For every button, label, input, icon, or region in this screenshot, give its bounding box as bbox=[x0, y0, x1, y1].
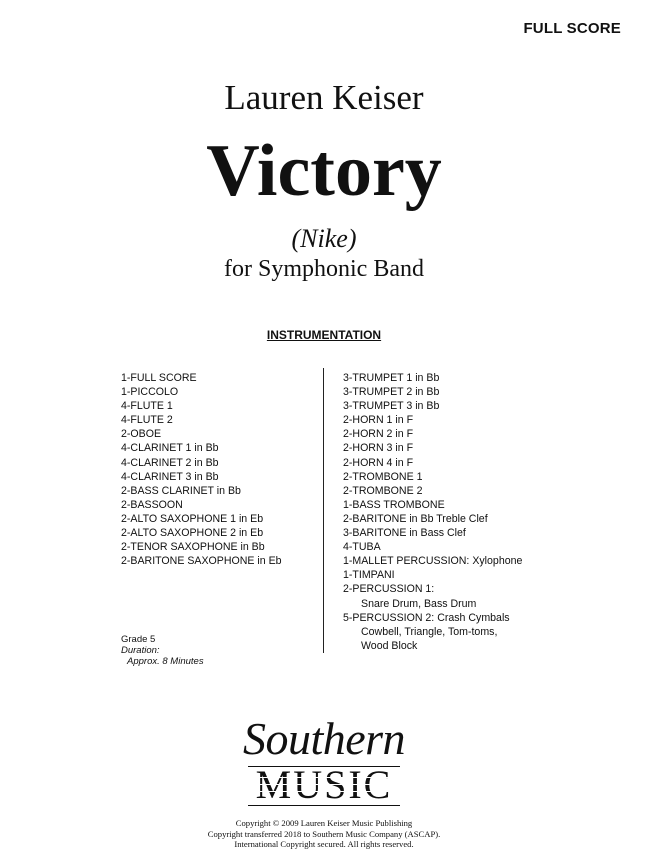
instrument-item: 2-BASSOON bbox=[121, 498, 183, 511]
instrument-item: 5-PERCUSSION 2: Crash Cymbals bbox=[343, 611, 510, 624]
duration-value: Approx. 8 Minutes bbox=[127, 656, 204, 667]
copyright-notice bbox=[0, 818, 648, 850]
instrument-item: 2-BASS CLARINET in Bb bbox=[121, 484, 241, 497]
instrument-item: 3-BARITONE in Bass Clef bbox=[343, 527, 466, 540]
instrumentation-heading: INSTRUMENTATION bbox=[266, 328, 382, 342]
logo-stripe bbox=[248, 777, 400, 778]
logo-music-text bbox=[248, 765, 400, 805]
composer-name: Lauren Keiser bbox=[224, 78, 424, 117]
instrument-item: 2-HORN 1 in F bbox=[343, 414, 414, 427]
logo-music-block bbox=[248, 760, 400, 816]
instrument-item-detail: Wood Block bbox=[361, 639, 418, 652]
instrument-item: 4-FLUTE 1 bbox=[121, 400, 173, 413]
publisher-logo bbox=[0, 713, 648, 816]
instrument-item: 4-CLARINET 2 in Bb bbox=[121, 456, 219, 469]
instrument-item: 1-PICCOLO bbox=[121, 386, 179, 399]
instrument-item: 2-TENOR SAXOPHONE in Bb bbox=[121, 541, 265, 554]
instrument-item: 2-HORN 4 in F bbox=[343, 456, 414, 469]
logo-stripe bbox=[248, 791, 400, 792]
instrument-item: 2-HORN 2 in F bbox=[343, 428, 414, 441]
instrument-item: 2-ALTO SAXOPHONE 1 in Eb bbox=[121, 512, 264, 525]
duration-label: Duration: bbox=[121, 645, 160, 656]
instrument-item: 3-TRUMPET 1 in Bb bbox=[343, 372, 440, 384]
instrument-item: 4-TUBA bbox=[343, 541, 381, 554]
copyright-line: Copyright transferred 2018 to Southern Music Company (ASCAP). bbox=[207, 828, 441, 839]
instrument-item: 2-BARITONE SAXOPHONE in Eb bbox=[121, 555, 282, 568]
grade-label: Grade 5 bbox=[121, 634, 156, 645]
copyright-line: International Copyright secured. All rights reserved. bbox=[234, 839, 414, 849]
instrument-item: 2-HORN 3 in F bbox=[343, 442, 414, 455]
instrument-item: 2-TROMBONE 2 bbox=[343, 484, 423, 497]
copyright-line: Copyright © 2009 Lauren Keiser Music Publishing bbox=[235, 818, 413, 828]
instrument-item: 1-MALLET PERCUSSION: Xylophone bbox=[343, 555, 523, 568]
score-type-label: FULL SCORE bbox=[523, 20, 621, 37]
instrument-item: 3-TRUMPET 2 in Bb bbox=[343, 386, 440, 399]
instrumentation-left-column bbox=[121, 371, 321, 568]
logo-southern-text: Southern bbox=[242, 713, 406, 764]
logo-rule bbox=[248, 805, 400, 806]
instrument-item-detail: Cowbell, Triangle, Tom-toms, bbox=[361, 625, 498, 638]
instrument-item-detail: Snare Drum, Bass Drum bbox=[361, 597, 477, 610]
instrument-item: 1-TIMPANI bbox=[343, 569, 395, 582]
instrument-item: 2-OBOE bbox=[121, 428, 162, 441]
instrumentation-right-column bbox=[343, 371, 543, 653]
instrument-item: 1-FULL SCORE bbox=[121, 372, 197, 384]
instrument-item: 1-BASS TROMBONE bbox=[343, 498, 445, 511]
instrument-item: 2-BARITONE in Bb Treble Clef bbox=[343, 512, 488, 525]
logo-stripe bbox=[248, 784, 400, 785]
instrument-item: 4-CLARINET 1 in Bb bbox=[121, 442, 219, 455]
instrument-item: 4-FLUTE 2 bbox=[121, 414, 173, 427]
instrument-item: 3-TRUMPET 3 in Bb bbox=[343, 400, 440, 413]
grade-duration-block bbox=[121, 634, 204, 667]
instrument-item: 4-CLARINET 3 in Bb bbox=[121, 470, 219, 483]
piece-subtitle: (Nike) bbox=[291, 224, 357, 253]
instrument-item: 2-TROMBONE 1 bbox=[343, 470, 423, 483]
column-divider bbox=[323, 368, 324, 653]
ensemble-line: for Symphonic Band bbox=[224, 256, 424, 282]
piece-title: Victory bbox=[206, 130, 442, 212]
instrument-item: 2-ALTO SAXOPHONE 2 in Eb bbox=[121, 527, 264, 540]
instrument-item: 2-PERCUSSION 1: bbox=[343, 583, 435, 596]
